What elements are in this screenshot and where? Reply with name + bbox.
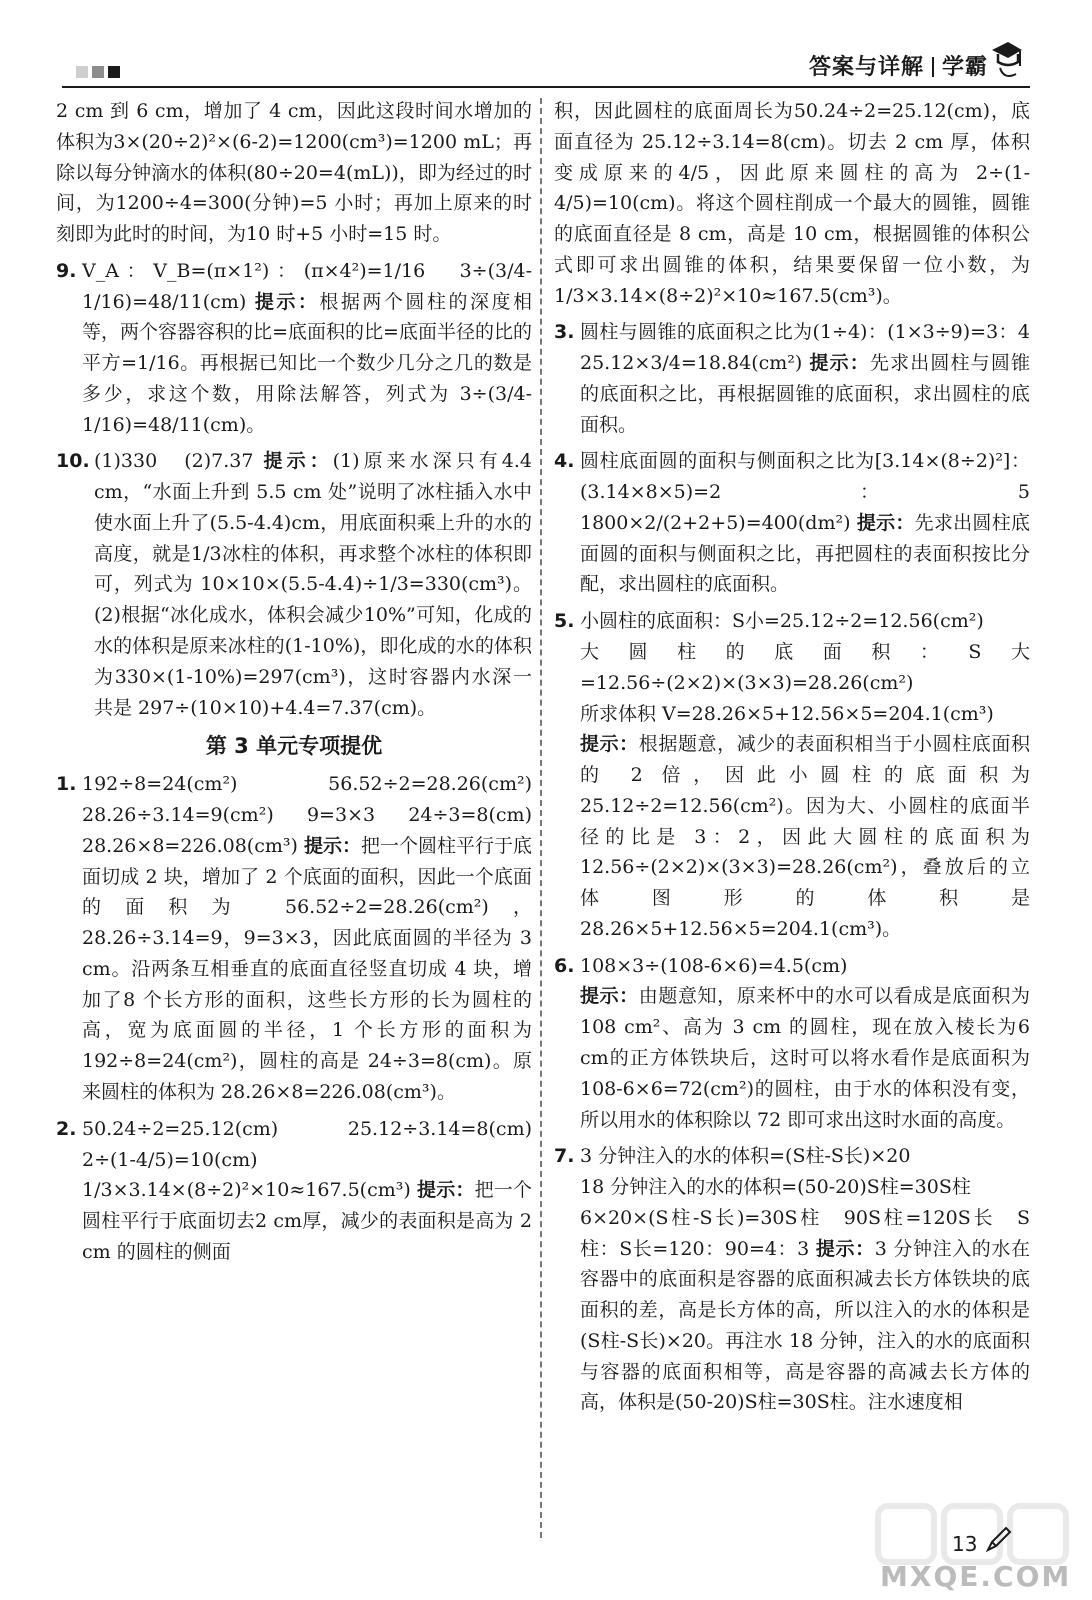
item-answer: 50.24÷2=25.12(cm) 25.12÷3.14=8(cm) 2÷(1-4/5)=10(cm) 1/3×3.14×(8÷2)²×10≈167.5(cm³) — [82, 1117, 552, 1202]
item-answer: V_A：V_B=(π×1²)：(π×4²)=1/16 3÷(3/4-1/16)=48/11(cm) — [82, 259, 532, 313]
tip-text: (1)原来水深只有4.4 cm，“水面上升到 5.5 cm 处”说明了冰柱插入水中使水面上升了(5.5-4.4)cm，用底面积乘上升的水的高度，就是1/3冰柱的体积，再求整个冰柱的体积即可，列式为 10×10×(5.5-4.4)÷1/3=330(cm³)。(2)根据“冰化成水，体积会减少10%”可知，化成的水的体积是原来冰柱的(1-10%)，即化成的水的体积为330×(1-10%)=297(cm³)，这时容器内水深一共是 297÷(10×10)+4.4=7.37(cm)。 — [94, 450, 532, 719]
item-line-1: 3 分钟注入的水的体积=(S柱-S长)×20 — [580, 1145, 911, 1168]
tip-text: 把一个圆柱平行于底面切成 2 块，增加了 2 个底面的面积，因此一个底面的面积为 56.52÷2=28.26(cm²)，28.26÷3.14=9，9=3×3，因此底面圆的半径为 3 cm。沿两条互相垂直的底面直径竖直切成 4 块，增加了8 个长方形的面积，这些长方形的长为圆柱的高，宽为底面圆的半径，1 个长方形的面积为 192÷8=24(cm²)，圆柱的高是 24÷3=8(cm)。原来圆柱的体积为 28.26×8=226.08(cm³)。 — [82, 834, 532, 1103]
tip-text: 由题意知，原来杯中的水可以看成是底面积为 108 cm²、高为 3 cm 的圆柱，现在放入棱长为6 cm的正方体铁块后，这时可以将水看作是底面积为 108-6×6=72(cm²)的圆柱，由于水的体积没有变，所以用水的体积除以 72 即可求出这时水面的高度。 — [580, 985, 1030, 1131]
answer-item-10 — [56, 446, 532, 723]
decor-square-dark — [108, 66, 120, 78]
tip-label: 提示： — [254, 290, 320, 313]
header-divider — [932, 57, 934, 77]
tip-label: 提示： — [417, 1179, 475, 1202]
answer-item-s2 — [56, 1114, 552, 1268]
item-number: 6. — [554, 954, 575, 977]
continued-paragraph: 2 cm 到 6 cm，增加了 4 cm，因此这段时间水增加的体积为3×(20÷2)²×(6-2)=1200(cm³)=1200 mL；再除以每分钟滴水的体积(80÷20=4(mL))，即为经过的时间，为1200÷4=300(分钟)=5 小时；再加上原来的时刻即为此时的时间，为10 时+5 小时=15 时。 — [56, 100, 532, 246]
tip-text: 根据题意，减少的表面积相当于小圆柱底面积的 2 倍，因此小圆柱的底面积为 25.12÷2=12.56(cm²)。因为大、小圆柱的底面半径的比是 3：2，因此大圆柱的底面积为 12.56÷(2×2)×(3×3)=28.26(cm²)，叠放后的立体图形的体积是 28.26×5+12.56×5=204.1(cm³)。 — [580, 733, 1030, 940]
continued-paragraph: 积，因此圆柱的底面周长为50.24÷2=25.12(cm)，底面直径为 25.12÷3.14=8(cm)。切去 2 cm 厚，体积变成原来的4/5，因此原来圆柱的高为 2÷(1-4/5)=10(cm)。将这个圆柱削成一个最大的圆锥，圆锥的底面直径是 8 cm，高是 10 cm，根据圆锥的体积公式即可求出圆锥的体积，结果要保留一位小数，为1/3×3.14×(8÷2)²×10≈167.5(cm³)。 — [554, 100, 1030, 307]
tip-label: 提示： — [856, 511, 915, 534]
graduation-cap-icon — [990, 40, 1024, 80]
tip-label: 提示： — [809, 352, 870, 375]
tip-text: 先求出圆柱与圆锥的底面积之比，再根据圆锥的底面积，求出圆柱的底面积。 — [580, 352, 1030, 436]
section-title: 第 3 单元专项提优 — [205, 734, 383, 759]
page-number: 13 — [952, 1532, 978, 1556]
item-answer: 圆柱底面圆的面积与侧面积之比为[3.14×(8÷2)²]：(3.14×8×5)=2：5 1800×2/(2+2+5)=400(dm²) — [580, 450, 1050, 534]
item-line-1: 小圆柱的底面积：S小=25.12÷2=12.56(cm²) — [580, 610, 984, 633]
right-column — [554, 96, 1050, 1424]
tip-text: 3 分钟注入的水在容器中的底面积是容器的底面积减去长方体铁块的底面积的差，高是长方体的高，所以注入的水的体积是(S柱-S长)×20。再注水 18 分钟，注入的水的底面积与容器的底面积相等，高是容器的高减去长方体的高，体积是(50-20)S柱=30S柱。注水速度相 — [580, 1237, 1030, 1414]
item-answer: 192÷8=24(cm²) 56.52÷2=28.26(cm²) 28.26÷3.14=9(cm²) 9=3×3 24÷3=8(cm) 28.26×8=226.08(cm³) — [82, 773, 552, 857]
item-number: 10. — [56, 450, 90, 473]
tip-text: 先求出圆柱底面圆的面积与侧面积之比，再把圆柱的表面积按比分配，求出圆柱的底面积。 — [580, 511, 1030, 596]
tip-label: 提示： — [580, 733, 639, 756]
item-answer: 108×3÷(108-6×6)=4.5(cm) — [580, 954, 848, 977]
watermark-text: MXQE.COM — [880, 1560, 1072, 1593]
item-number: 1. — [56, 773, 77, 796]
header-brand: 学霸 — [941, 55, 988, 80]
page-header — [0, 0, 1092, 92]
header-rule — [62, 86, 1030, 88]
answer-item-s1 — [56, 769, 552, 1107]
pencil-icon — [984, 1524, 1014, 1554]
tip-text: 把一个圆柱平行于底面切去2 cm厚，减少的表面积是高为 2 cm 的圆柱的侧面 — [82, 1179, 532, 1263]
answer-item-s4 — [554, 446, 1050, 600]
item-number: 7. — [554, 1145, 575, 1168]
tip-label: 提示： — [263, 450, 333, 473]
tip-label: 提示： — [815, 1237, 875, 1260]
left-column — [56, 96, 552, 1274]
answer-item-s6 — [554, 951, 1030, 1136]
header-title — [809, 50, 988, 81]
answer-item-s3 — [554, 317, 1050, 440]
header-title-text: 答案与详解 — [808, 55, 924, 80]
item-line-2: 大圆柱的底面积：S大=12.56÷(2×2)×(3×3)=28.26(cm²) — [580, 641, 1030, 694]
item-line-3: 所求体积 V=28.26×5+12.56×5=204.1(cm³) — [580, 702, 994, 725]
item-number: 3. — [554, 321, 575, 344]
item-number: 5. — [554, 610, 575, 633]
item-line-2: 18 分钟注入的水的体积=(50-20)S柱=30S柱 — [580, 1176, 971, 1199]
item-number: 2. — [56, 1117, 77, 1140]
item-number: 9. — [56, 259, 77, 282]
answer-item-9 — [56, 256, 532, 441]
answer-item-s5 — [554, 606, 1030, 944]
item-answer: 圆柱与圆锥的底面积之比为(1÷4)：(1×3÷9)=3：4 25.12×3/4=18.84(cm²) — [580, 321, 1050, 375]
decor-square-light — [76, 66, 88, 78]
decor-square-mid — [92, 66, 104, 78]
item-number: 4. — [554, 450, 575, 473]
tip-label: 提示： — [580, 985, 639, 1008]
answer-item-s7 — [554, 1141, 1030, 1418]
tip-text: 根据两个圆柱的深度相等，两个容器容积的比=底面积的比=底面半径的比的平方=1/16。再根据已知比一个数少几分之几的数是多少，求这个数，用除法解答，列式为 3÷(3/4-1/16)=48/11(cm)。 — [82, 290, 532, 436]
item-line-3: 6×20×(S柱-S长)=30S柱 90S柱=120S长 S柱：S长=120：90=4：3 — [580, 1206, 1030, 1260]
item-answer: (1)330 (2)7.37 — [94, 450, 254, 473]
tip-label: 提示： — [303, 834, 361, 857]
